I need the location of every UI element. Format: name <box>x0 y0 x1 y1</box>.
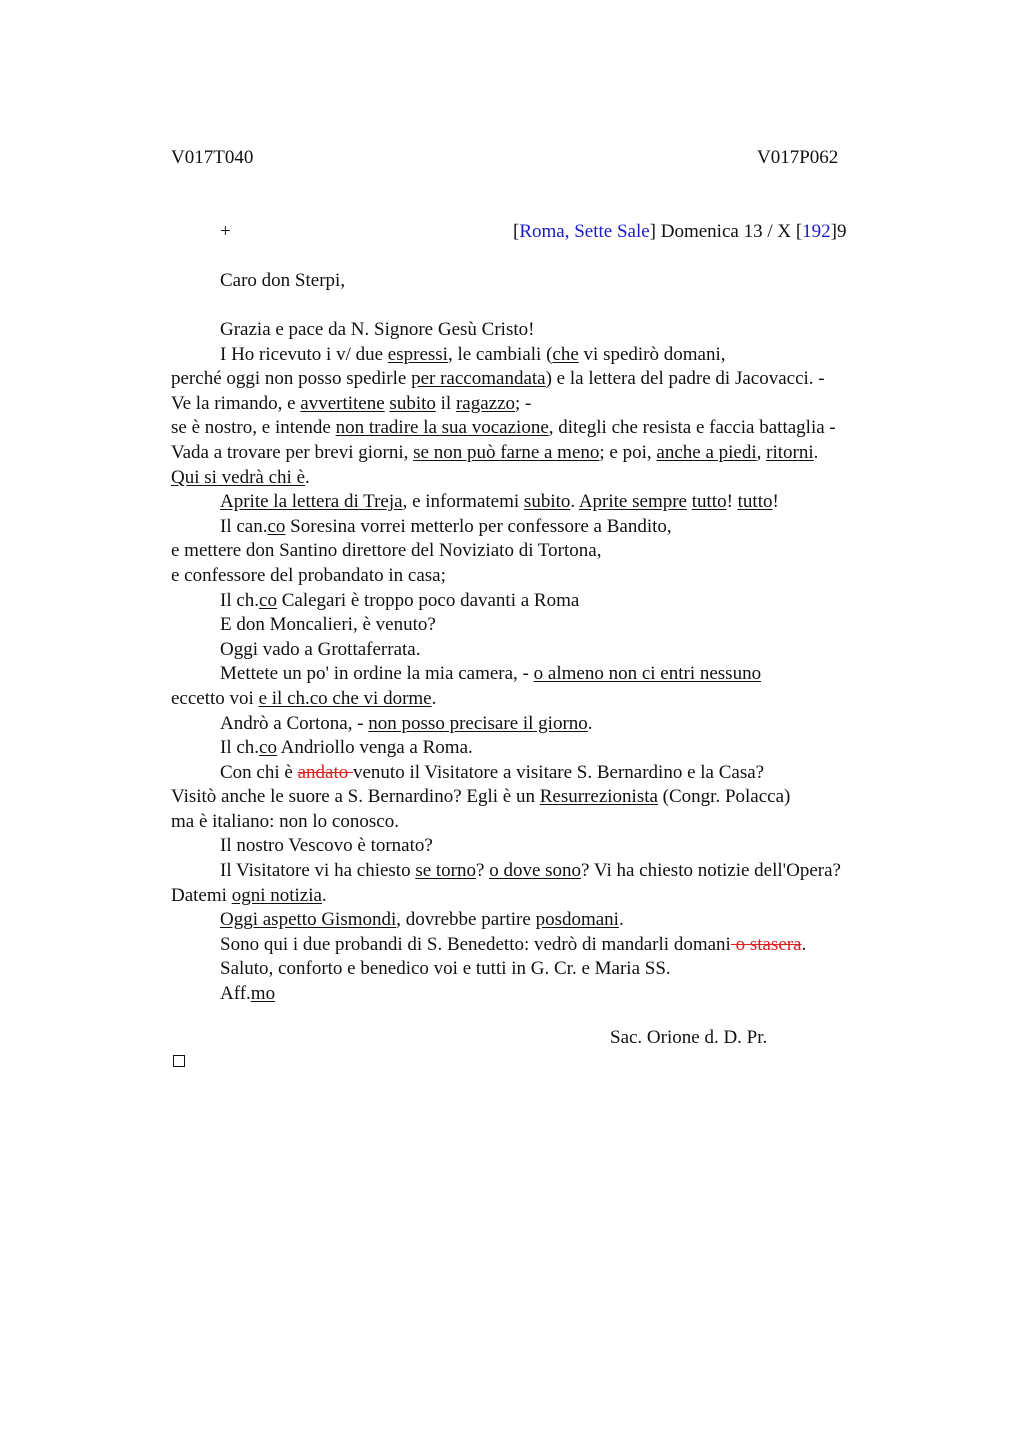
ballot-box-icon <box>173 1055 185 1067</box>
underlined-text: co <box>267 515 286 537</box>
text-line <box>171 343 911 368</box>
text-line <box>171 466 911 491</box>
text-span: ; - <box>515 392 532 414</box>
text-line: Grazia e pace da N. Signore Gesù Cristo! <box>220 319 535 340</box>
text-span: venuto il Visitatore a visitare S. Bernardino e la Casa? <box>352 761 765 783</box>
text-span: (Congr. Polacca) <box>657 786 791 808</box>
salutation: Caro don Sterpi, <box>220 270 346 291</box>
text-span: Datemi <box>171 884 232 906</box>
text-span: . <box>618 909 624 931</box>
underlined-text: anche a piedi <box>656 441 757 463</box>
text-span: Il ch. <box>220 589 260 611</box>
underlined-text: non posso precisare il giorno <box>368 712 588 734</box>
text-span: Visitò anche le suore a S. Bernardino? Egli è un <box>171 786 540 808</box>
text-span: Sono qui i due probandi di S. Benedetto: vedrò di mandarli domani <box>220 933 731 955</box>
text-line <box>171 367 911 392</box>
letter-body <box>171 318 911 1007</box>
underlined-text: o dove sono <box>489 860 582 882</box>
text-span: vi spedirò domani, <box>578 343 726 365</box>
underlined-text: ritorni <box>766 441 814 463</box>
text-span: ! <box>772 491 779 513</box>
underlined-text: subito <box>389 392 436 414</box>
dateline <box>513 221 846 243</box>
text-span: ) e la lettera del padre di Jacovacci. - <box>545 368 825 390</box>
bracket: [ <box>513 221 520 242</box>
year-editorial: 192 <box>802 221 831 242</box>
underlined-text: ogni notizia <box>231 884 322 906</box>
text-line <box>171 761 911 786</box>
text-line <box>171 416 911 441</box>
text-line: e mettere don Santino direttore del Noviziato di Tortona, <box>171 540 602 562</box>
underlined-text: ragazzo <box>455 392 515 414</box>
underlined-text: non tradire la sua vocazione <box>335 417 549 439</box>
text-span: Ve la rimando, e <box>171 392 301 414</box>
text-span: Vada a trovare per brevi giorni, <box>171 441 414 463</box>
text-span: , <box>756 441 767 463</box>
text-line: E don Moncalieri, è venuto? <box>220 614 436 636</box>
text-line <box>171 515 911 540</box>
underlined-text: posdomani <box>535 909 619 931</box>
date-text: Domenica 13 / X <box>656 221 796 242</box>
underlined-text: se torno <box>415 860 477 882</box>
text-span: Il can. <box>220 515 268 537</box>
text-line: ma è italiano: non lo conosco. <box>171 810 399 832</box>
text-span: eccetto voi <box>171 687 259 709</box>
signature: Sac. Orione d. D. Pr. <box>610 1027 768 1048</box>
text-span: ? Vi ha chiesto notizie dell'Opera? <box>581 860 841 882</box>
text-line <box>171 490 911 515</box>
text-span: il <box>435 392 456 414</box>
underlined-text: se non può farne a meno <box>413 441 600 463</box>
place-editorial: Roma, Sette Sale <box>519 221 650 242</box>
text-span: Andriollo venga a Roma. <box>276 737 473 759</box>
text-span: , le cambiali ( <box>447 343 553 365</box>
text-line <box>171 662 911 687</box>
text-line <box>171 785 911 810</box>
text-span: , e informatemi <box>402 491 524 513</box>
deleted-text: andato <box>297 761 353 783</box>
underlined-text: tutto <box>691 491 727 513</box>
underlined-text: Aprite sempre <box>578 491 687 513</box>
underlined-text: che <box>552 343 579 365</box>
text-line <box>171 589 911 614</box>
text-span: Il ch. <box>220 737 260 759</box>
text-line: Saluto, conforto e benedico voi e tutti in G. Cr. e Maria SS. <box>220 958 671 980</box>
bracket: [ <box>795 221 803 242</box>
text-line <box>171 392 911 417</box>
text-span: . <box>321 884 327 906</box>
text-span: . <box>801 933 807 955</box>
underlined-text: co <box>259 737 277 759</box>
underlined-text: o almeno non ci entri nessuno <box>533 663 762 685</box>
underlined-text: co <box>259 589 277 611</box>
text-span: ! <box>726 491 738 513</box>
text-span: . <box>305 466 310 488</box>
underlined-text: Oggi aspetto Gismondi <box>220 909 397 931</box>
text-span: . <box>813 441 819 463</box>
text-line <box>171 884 911 909</box>
text-line <box>171 441 911 466</box>
text-line <box>171 908 911 933</box>
underlined-text: subito <box>523 491 571 513</box>
underlined-text: mo <box>250 983 276 1005</box>
text-line: e confessore del probandato in casa; <box>171 564 446 586</box>
text-span: ? <box>476 860 490 882</box>
text-span: Mettete un po' in ordine la mia camera, - <box>220 663 534 685</box>
text-span: perché oggi non posso spedirle <box>171 368 412 390</box>
text-line: Oggi vado a Grottaferrata. <box>220 638 421 660</box>
deleted-text: o stasera <box>730 933 802 955</box>
text-line <box>171 736 911 761</box>
underlined-text: avvertitene <box>300 392 385 414</box>
year-end: 9 <box>836 221 847 242</box>
text-line <box>171 712 911 737</box>
text-span: Andrò a Cortona, - <box>220 712 369 734</box>
text-span: . <box>431 687 437 709</box>
text-span: , ditegli che resista e faccia battaglia - <box>548 417 836 439</box>
text-span: Il Visitatore vi ha chiesto <box>220 860 416 882</box>
underlined-text: e il ch.co che vi dorme <box>258 687 432 709</box>
underlined-text: espressi <box>387 343 448 365</box>
text-line <box>171 859 911 884</box>
bracket: ] <box>649 221 656 242</box>
text-span: ; e poi, <box>599 441 657 463</box>
document-id-left: V017T040 <box>171 147 254 168</box>
text-span: Aff. <box>220 983 251 1005</box>
bracket: ] <box>830 221 837 242</box>
text-span: I Ho ricevuto i v/ due <box>220 343 388 365</box>
text-span: Calegari è troppo poco davanti a Roma <box>276 589 580 611</box>
document-id-right: V017P062 <box>757 147 839 168</box>
text-line <box>171 687 911 712</box>
text-line <box>171 933 911 958</box>
underlined-text: tutto <box>737 491 773 513</box>
text-span: . <box>587 712 593 734</box>
text-span: . <box>570 491 579 513</box>
text-line <box>171 982 911 1007</box>
text-span: Soresina vorrei metterlo per confessore a Bandito, <box>285 515 672 537</box>
underlined-text: per raccomandata <box>411 368 546 390</box>
text-span: , dovrebbe partire <box>396 909 536 931</box>
text-span: se è nostro, e intende <box>171 417 336 439</box>
underlined-text: Resurrezionista <box>539 786 658 808</box>
underlined-text: Aprite la lettera di Treja <box>220 491 403 513</box>
cross-mark: + <box>220 221 231 242</box>
text-span: Con chi è <box>220 761 298 783</box>
text-line: Il nostro Vescovo è tornato? <box>220 835 433 857</box>
underlined-text: Qui si vedrà chi è <box>171 466 306 488</box>
